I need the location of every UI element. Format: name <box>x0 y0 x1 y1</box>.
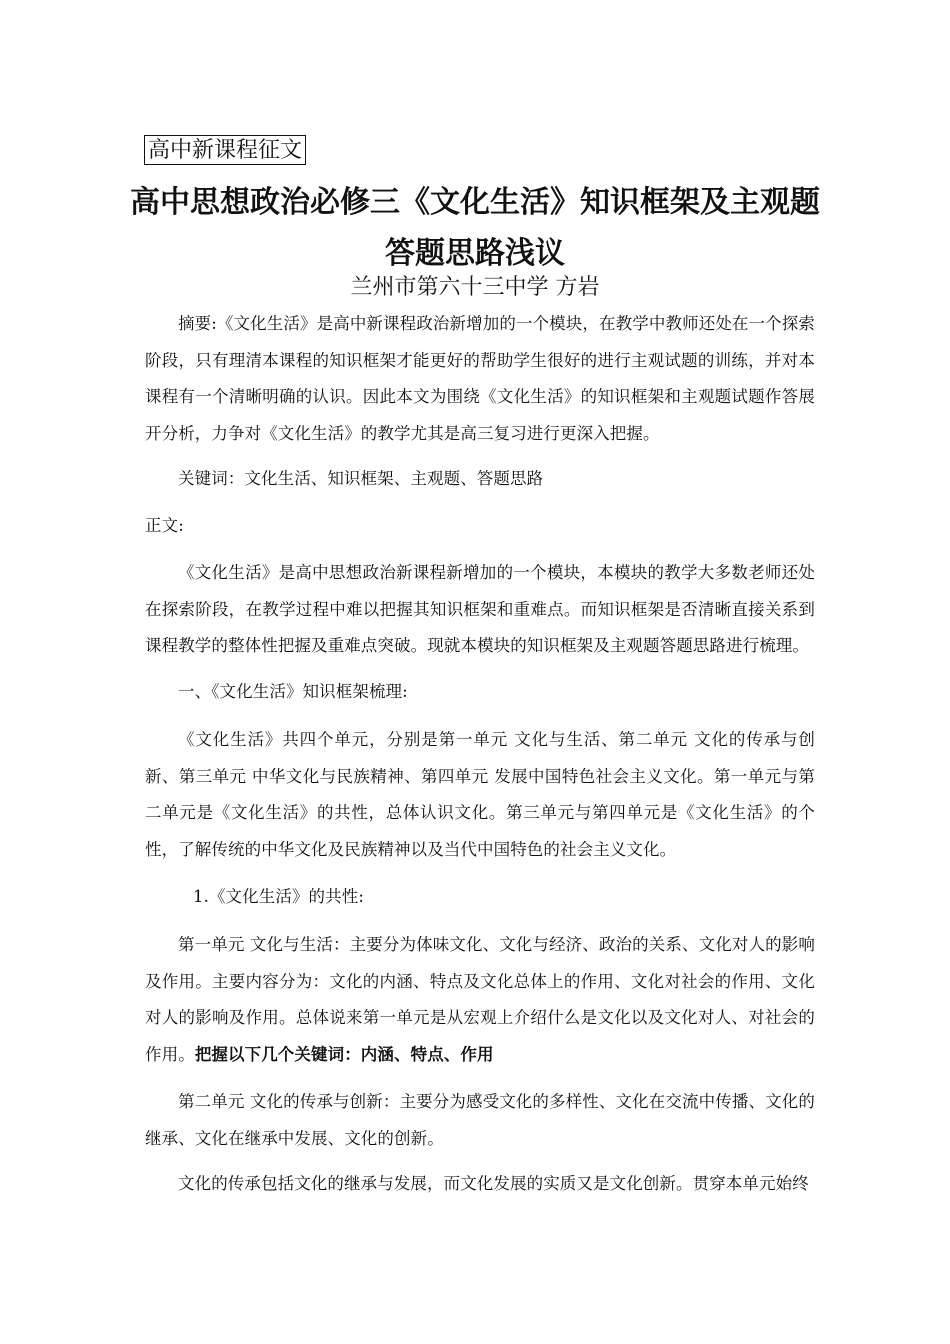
unit-1-paragraph <box>145 927 815 1073</box>
unit-2-continuation: 文化的传承包括文化的继承与发展，而文化发展的实质又是文化创新。贯穿本单元始终 <box>178 1174 809 1193</box>
intro-paragraph: 《文化生活》是高中思想政治新课程新增加的一个模块，本模块的教学大多数老师还处在探索阶段，在教学过程中难以把握其知识框架和重难点。而知识框架是否清晰直接关系到课程教学的整体性把握及重难点突破。现就本模块的知识框架及主观题答题思路进行梳理。 <box>145 563 815 655</box>
unit-2-paragraph: 第二单元 文化的传承与创新：主要分为感受文化的多样性、文化在交流中传播、文化的继承、文化在继承中发展、文化的创新。 <box>145 1092 815 1148</box>
keywords-paragraph: 关键词：文化生活、知识框架、主观题、答题思路 <box>178 469 544 488</box>
subsection-1-heading: 1.《文化生活》的共性: <box>193 887 365 906</box>
category-tag: 高中新课程征文 <box>144 135 306 165</box>
section-1-paragraph: 《文化生活》共四个单元，分别是第一单元 文化与生活、第二单元 文化的传承与创新、第三单元 中华文化与民族精神、第四单元 发展中国特色社会主义文化。第一单元与第二单元是《文化生活》的共性，总体认识文化。第三单元与第四单元是《文化生活》的个性，了解传统的中华文化及民族精神以及当代中国特色的社会主义文化。 <box>145 730 815 859</box>
abstract-paragraph: 摘要:《文化生活》是高中新课程政治新增加的一个模块，在教学中教师还处在一个探索阶段，只有理清本课程的知识框架才能更好的帮助学生很好的进行主观试题的训练，并对本课程有一个清晰明确的认识。因此本文为围绕《文化生活》的知识框架和主观题试题作答展开分析，力争对《文化生活》的教学尤其是高三复习进行更深入把握。 <box>145 314 815 443</box>
unit-1-text: 第一单元 文化与生活：主要分为体味文化、文化与经济、政治的关系、文化对人的影响及作用。主要内容分为：文化的内涵、特点及文化总体上的作用、文化对社会的作用、文化对人的影响及作用。总体说来第一单元是从宏观上介绍什么是文化以及文化对人、对社会的作用。 <box>145 935 815 1064</box>
author-line: 兰州市第六十三中学 方岩 <box>350 275 600 300</box>
unit-1-keywords: 把握以下几个关键词：内涵、特点、作用 <box>194 1044 494 1064</box>
title-line-2: 答题思路浅议 <box>385 236 565 271</box>
title-line-1: 高中思想政治必修三《文化生活》知识框架及主观题 <box>130 185 820 220</box>
body-label: 正文: <box>145 516 184 535</box>
section-1-heading: 一、《文化生活》知识框架梳理: <box>178 682 408 701</box>
